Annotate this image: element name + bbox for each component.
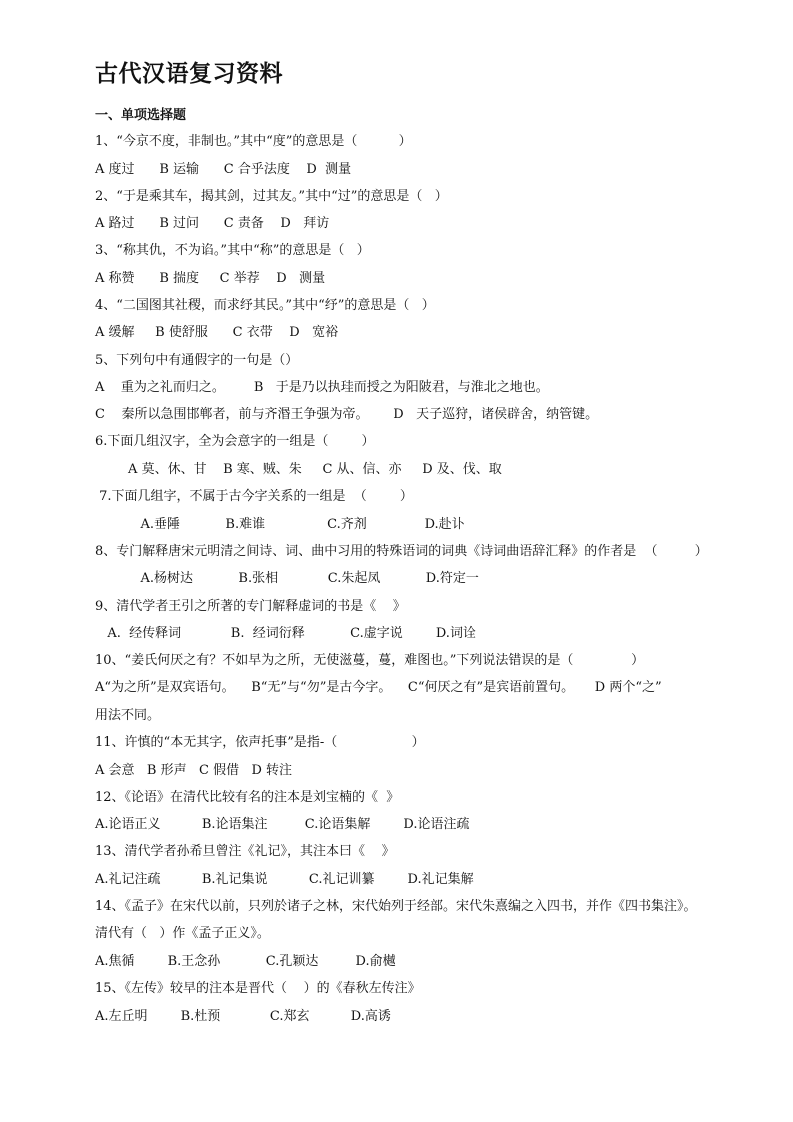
question-9-options: A. 经传释词 B. 经词衍释 C.虚字说 D.词诠 bbox=[95, 626, 476, 641]
question-8-options: A.杨树达 B.张相 C.朱起凤 D.符定一 bbox=[95, 571, 479, 586]
question-10-options: A“为之所”是双宾语句。 B“无”与“勿”是古今字。 C“何厌之有”是宾语前置句。 D 两个“之” bbox=[95, 680, 662, 695]
question-3-options: A 称赞 B 揣度 C 举荐 D 测量 bbox=[95, 271, 326, 286]
question-3: 3、“称其仇，不为谄。”其中“称”的意思是（ ） bbox=[95, 243, 370, 258]
question-9: 9、清代学者王引之所著的专门解释虚词的书是《 》 bbox=[95, 599, 406, 614]
question-14: 14、《孟子》在宋代以前，只列於诸子之林，宋代始列于经部。宋代朱熹编之入四书，并作《四书集注》。 bbox=[95, 899, 697, 914]
question-7-options: A.垂陲 B.难谁 C.齐剂 D.赴讣 bbox=[95, 517, 465, 532]
question-15-options: A.左丘明 B.杜预 C.郑玄 D.高诱 bbox=[95, 1009, 391, 1024]
question-14-options: A.焦循 B.王念孙 C.孔颖达 D.俞樾 bbox=[95, 954, 396, 969]
question-1: 1、“今京不度，非制也。”其中“度”的意思是（ ） bbox=[95, 134, 412, 149]
question-8: 8、专门解释唐宋元明清之间诗、词、曲中习用的特殊语词的词典《诗词曲语辞汇释》的作者是 （ ） bbox=[95, 544, 708, 559]
question-15: 15、《左传》较早的注本是晋代（ ）的《春秋左传注》 bbox=[95, 981, 421, 996]
question-5-options-cd: C 秦所以急围邯郸者，前与齐湣王争强为帝。 D 天子巡狩，诸侯辟舍，纳管键。 bbox=[95, 407, 599, 422]
question-12: 12、《论语》在清代比较有名的注本是刘宝楠的《 》 bbox=[95, 790, 400, 805]
question-11: 11、许慎的“本无其字，依声托事”是指-（ ） bbox=[95, 735, 425, 750]
question-6-options: A 莫、休、甘 B 寒、贼、朱 C 从、信、亦 D 及、伐、取 bbox=[95, 462, 502, 477]
section-heading: 一、单项选择题 bbox=[95, 108, 187, 123]
question-2: 2、“于是乘其车，揭其剑，过其友。”其中“过”的意思是（ ） bbox=[95, 189, 448, 204]
question-5: 5、下列句中有通假字的一句是（） bbox=[95, 353, 299, 368]
question-4-options: A 缓解 B 使舒服 C 衣带 D 宽裕 bbox=[95, 325, 339, 340]
question-2-options: A 路过 B 过问 C 责备 D 拜访 bbox=[95, 216, 330, 231]
question-14-cont: 清代有（ ）作《孟子正义》。 bbox=[95, 926, 270, 941]
question-5-options-ab: A 重为之礼而归之。 B 于是乃以执珪而授之为阳陂君，与淮北之地也。 bbox=[95, 380, 549, 395]
question-13-options: A.礼记注疏 B.礼记集说 C.礼记训纂 D.礼记集解 bbox=[95, 872, 474, 887]
question-6: 6.下面几组汉字，全为会意字的一组是（ ） bbox=[95, 434, 375, 449]
question-7: 7.下面几组字，不属于古今字关系的一组是 （ ） bbox=[95, 489, 413, 504]
question-11-options: A 会意 B 形声 C 假借 D 转注 bbox=[95, 763, 293, 778]
question-4: 4、“二国图其社稷，而求纾其民。”其中“纾”的意思是（ ） bbox=[95, 298, 435, 313]
document-title: 古代汉语复习资料 bbox=[95, 61, 283, 87]
question-12-options: A.论语正义 B.论语集注 C.论语集解 D.论语注疏 bbox=[95, 817, 470, 832]
question-13: 13、清代学者孙希旦曾注《礼记》，其注本曰《 》 bbox=[95, 844, 395, 859]
question-1-options: A 度过 B 运输 C 合乎法度 D 测量 bbox=[95, 162, 352, 177]
question-10-options-cont: 用法不同。 bbox=[95, 708, 161, 723]
question-10: 10、“姜氏何厌之有？不如早为之所，无使滋蔓，蔓，难图也。”下列说法错误的是（ ） bbox=[95, 653, 645, 668]
